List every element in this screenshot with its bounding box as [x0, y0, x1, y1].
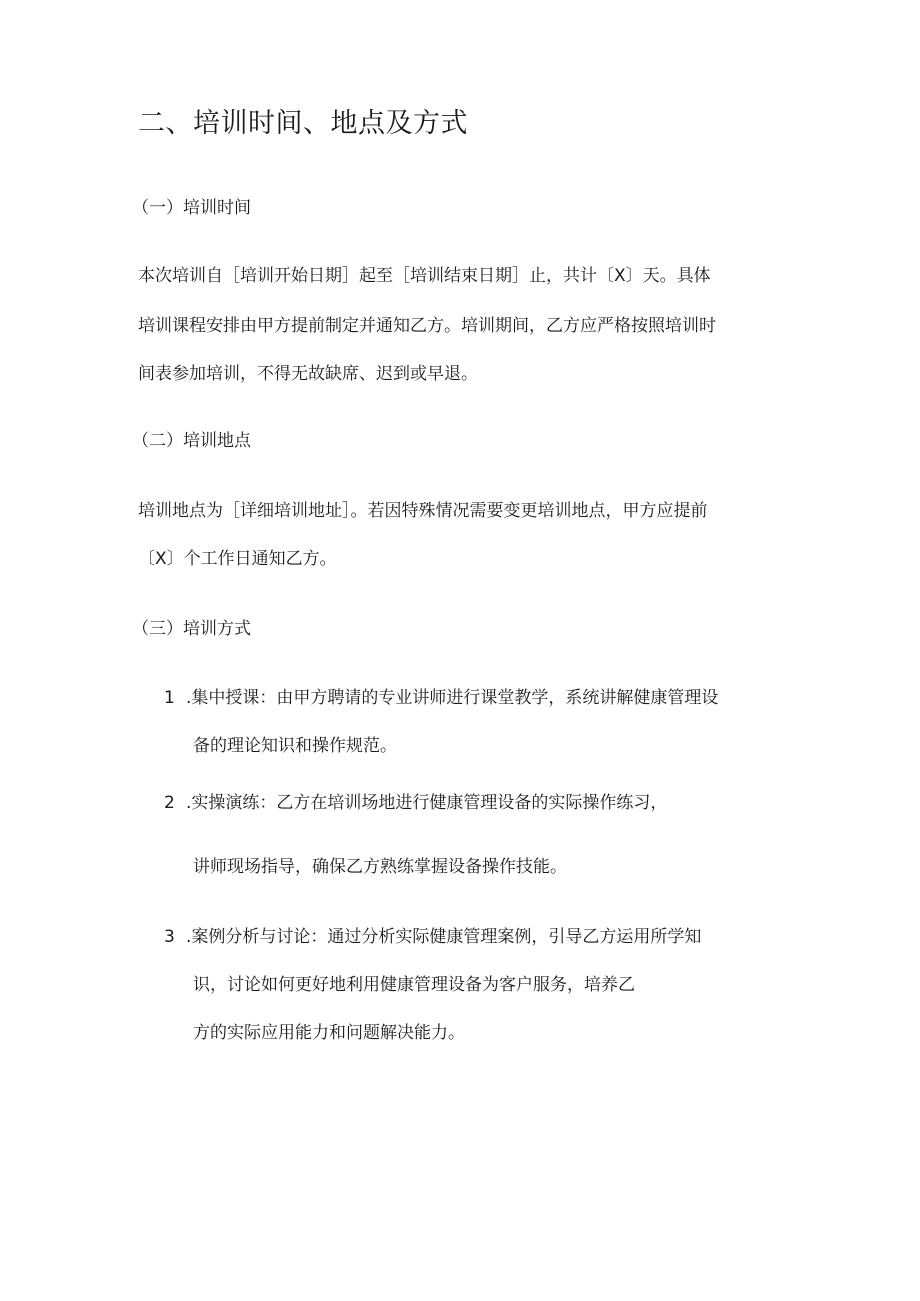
- item-3-line-1: .案例分析与讨论：通过分析实际健康管理案例，引导乙方运用所学知: [186, 927, 702, 947]
- item-1-line-2: 备的理论知识和操作规范。: [193, 736, 397, 756]
- item-number: 1: [164, 688, 175, 708]
- item-number: 2: [164, 793, 175, 813]
- time-heading: （一）培训时间: [132, 198, 251, 218]
- location-line-1: 培训地点为［详细培训地址］。若因特殊情况需要变更培训地点，甲方应提前: [138, 501, 708, 521]
- location-line-2: 〔X〕个工作日通知乙方。: [138, 549, 337, 569]
- time-line-2: 培训课程安排由甲方提前制定并通知乙方。培训期间，乙方应严格按照培训时: [138, 316, 716, 336]
- item-1-line-1: .集中授课：由甲方聘请的专业讲师进行课堂教学，系统讲解健康管理设: [186, 688, 719, 708]
- item-number: 3: [164, 927, 175, 947]
- location-heading: （二）培训地点: [132, 431, 251, 451]
- item-2-line-1: .实操演练：乙方在培训场地进行健康管理设备的实际操作练习，: [186, 793, 668, 813]
- section-title: 二、培训时间、地点及方式: [138, 108, 468, 139]
- item-3-line-3: 方的实际应用能力和问题解决能力。: [193, 1023, 465, 1043]
- time-line-1: 本次培训自［培训开始日期］起至［培训结束日期］止，共计〔X〕天。具体: [138, 266, 711, 286]
- item-3-line-2: 识，讨论如何更好地利用健康管理设备为客户服务，培养乙: [193, 975, 635, 995]
- time-line-3: 间表参加培训，不得无故缺席、迟到或早退。: [138, 364, 478, 384]
- method-heading: （三）培训方式: [132, 619, 251, 639]
- item-2-line-2: 讲师现场指导，确保乙方熟练掌握设备操作技能。: [193, 857, 567, 877]
